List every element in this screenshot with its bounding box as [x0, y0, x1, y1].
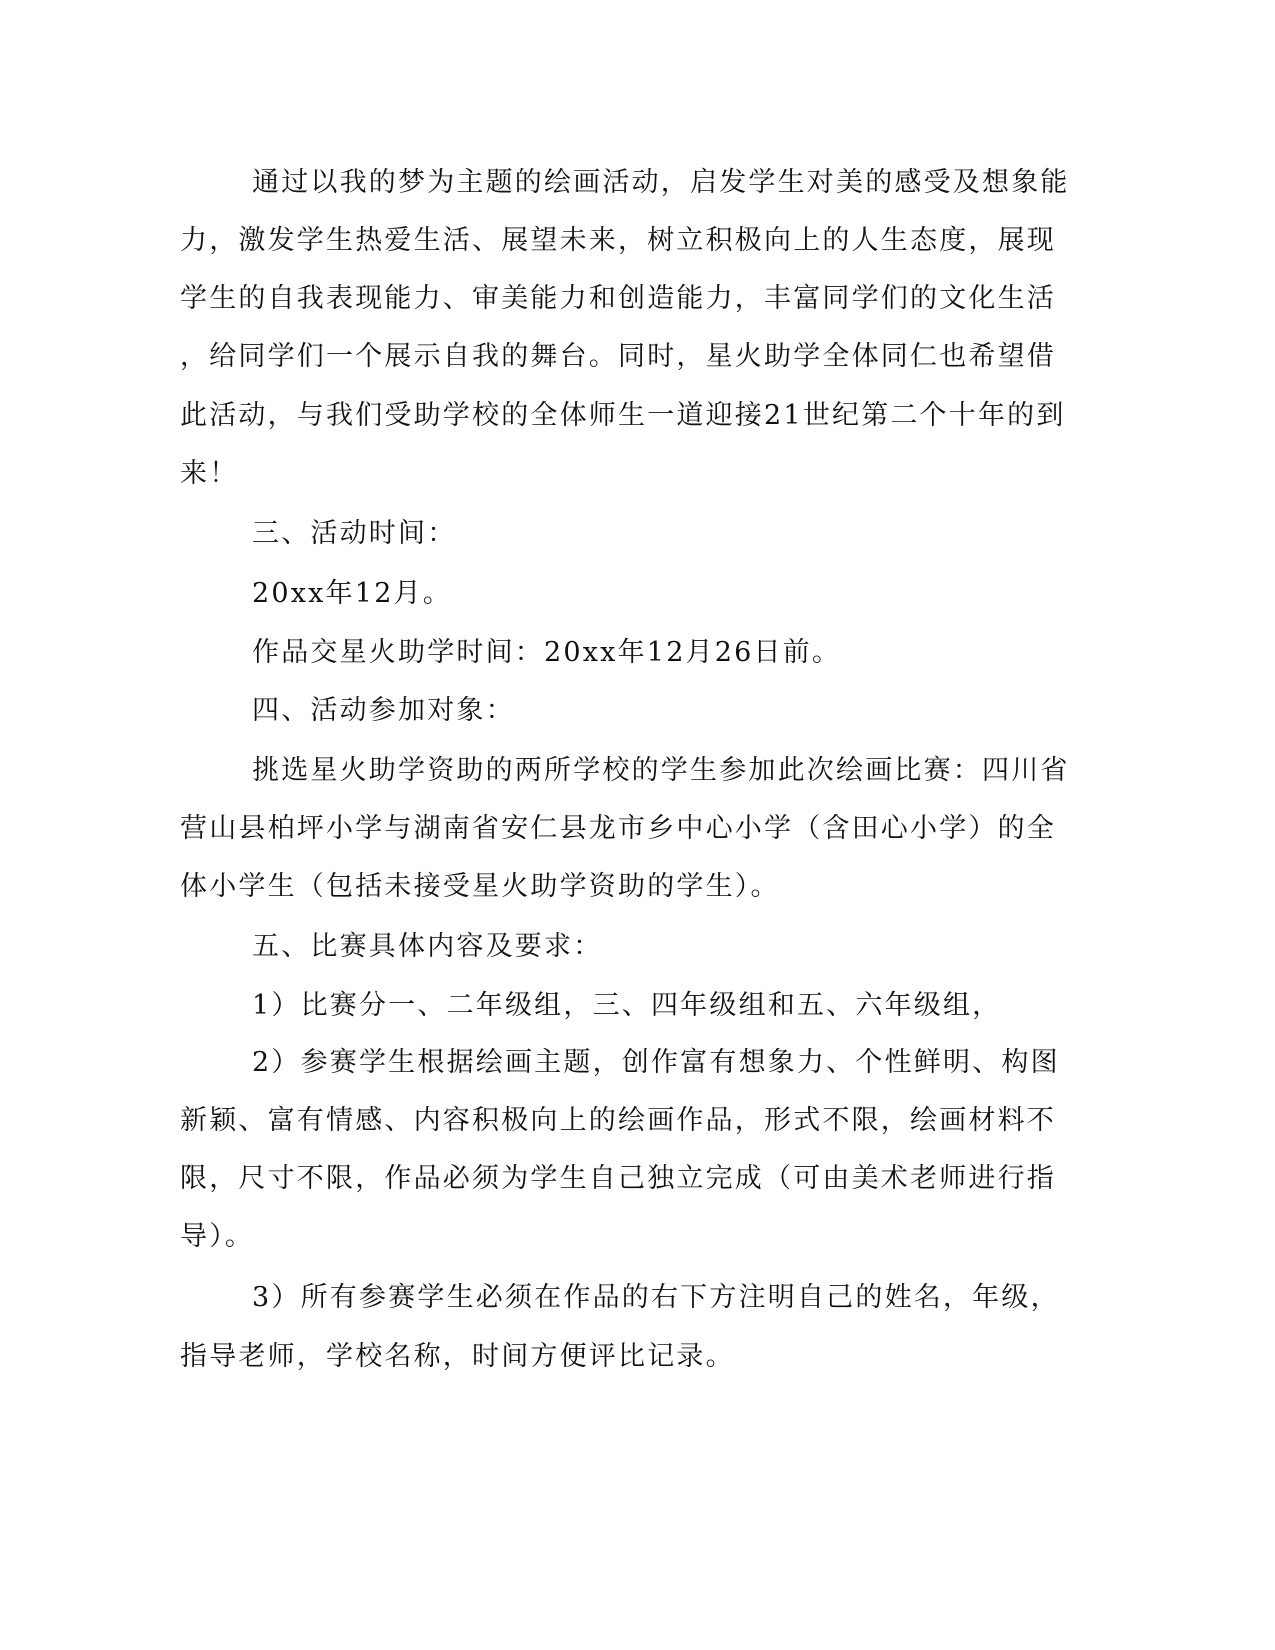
list-item: 2）参赛学生根据绘画主题，创作富有想象力、个性鲜明、构图 [252, 1047, 1060, 1078]
paragraph-line: 此活动，与我们受助学校的全体师生一道迎接21世纪第二个十年的到 [180, 400, 1066, 431]
list-item: 3）所有参赛学生必须在作品的右下方注明自己的姓名，年级， [252, 1282, 1060, 1313]
paragraph-line: 挑选星火助学资助的两所学校的学生参加此次绘画比赛：四川省 [252, 755, 1070, 786]
paragraph-line: 指导老师，学校名称，时间方便评比记录。 [180, 1341, 735, 1372]
paragraph-line: 新颖、富有情感、内容积极向上的绘画作品，形式不限，绘画材料不 [180, 1105, 1056, 1136]
paragraph-line: 力，激发学生热爱生活、展望未来，树立积极向上的人生态度，展现 [180, 225, 1056, 256]
paragraph-line: 来！ [180, 458, 239, 489]
paragraph-line: 限，尺寸不限，作品必须为学生自己独立完成（可由美术老师进行指 [180, 1163, 1056, 1194]
paragraph-line: 学生的自我表现能力、审美能力和创造能力，丰富同学们的文化生活 [180, 283, 1056, 314]
section-heading: 四、活动参加对象： [252, 695, 515, 726]
paragraph-line: 20xx年12月。 [252, 578, 452, 609]
section-heading: 三、活动时间： [252, 518, 457, 549]
paragraph-line: 体小学生（包括未接受星火助学资助的学生）。 [180, 871, 780, 902]
paragraph-line: 营山县柏坪小学与湖南省安仁县龙市乡中心小学（含田心小学）的全 [180, 813, 1056, 844]
section-heading: 五、比赛具体内容及要求： [252, 931, 603, 962]
list-item: 1）比赛分一、二年级组，三、四年级组和五、六年级组， [252, 990, 1002, 1021]
paragraph-line: 导）。 [180, 1221, 255, 1252]
paragraph-line: ，给同学们一个展示自我的舞台。同时，星火助学全体同仁也希望借 [180, 341, 1056, 372]
paragraph-line: 通过以我的梦为主题的绘画活动，启发学生对美的感受及想象能 [252, 167, 1070, 198]
paragraph-line: 作品交星火助学时间：20xx年12月26日前。 [252, 637, 842, 668]
